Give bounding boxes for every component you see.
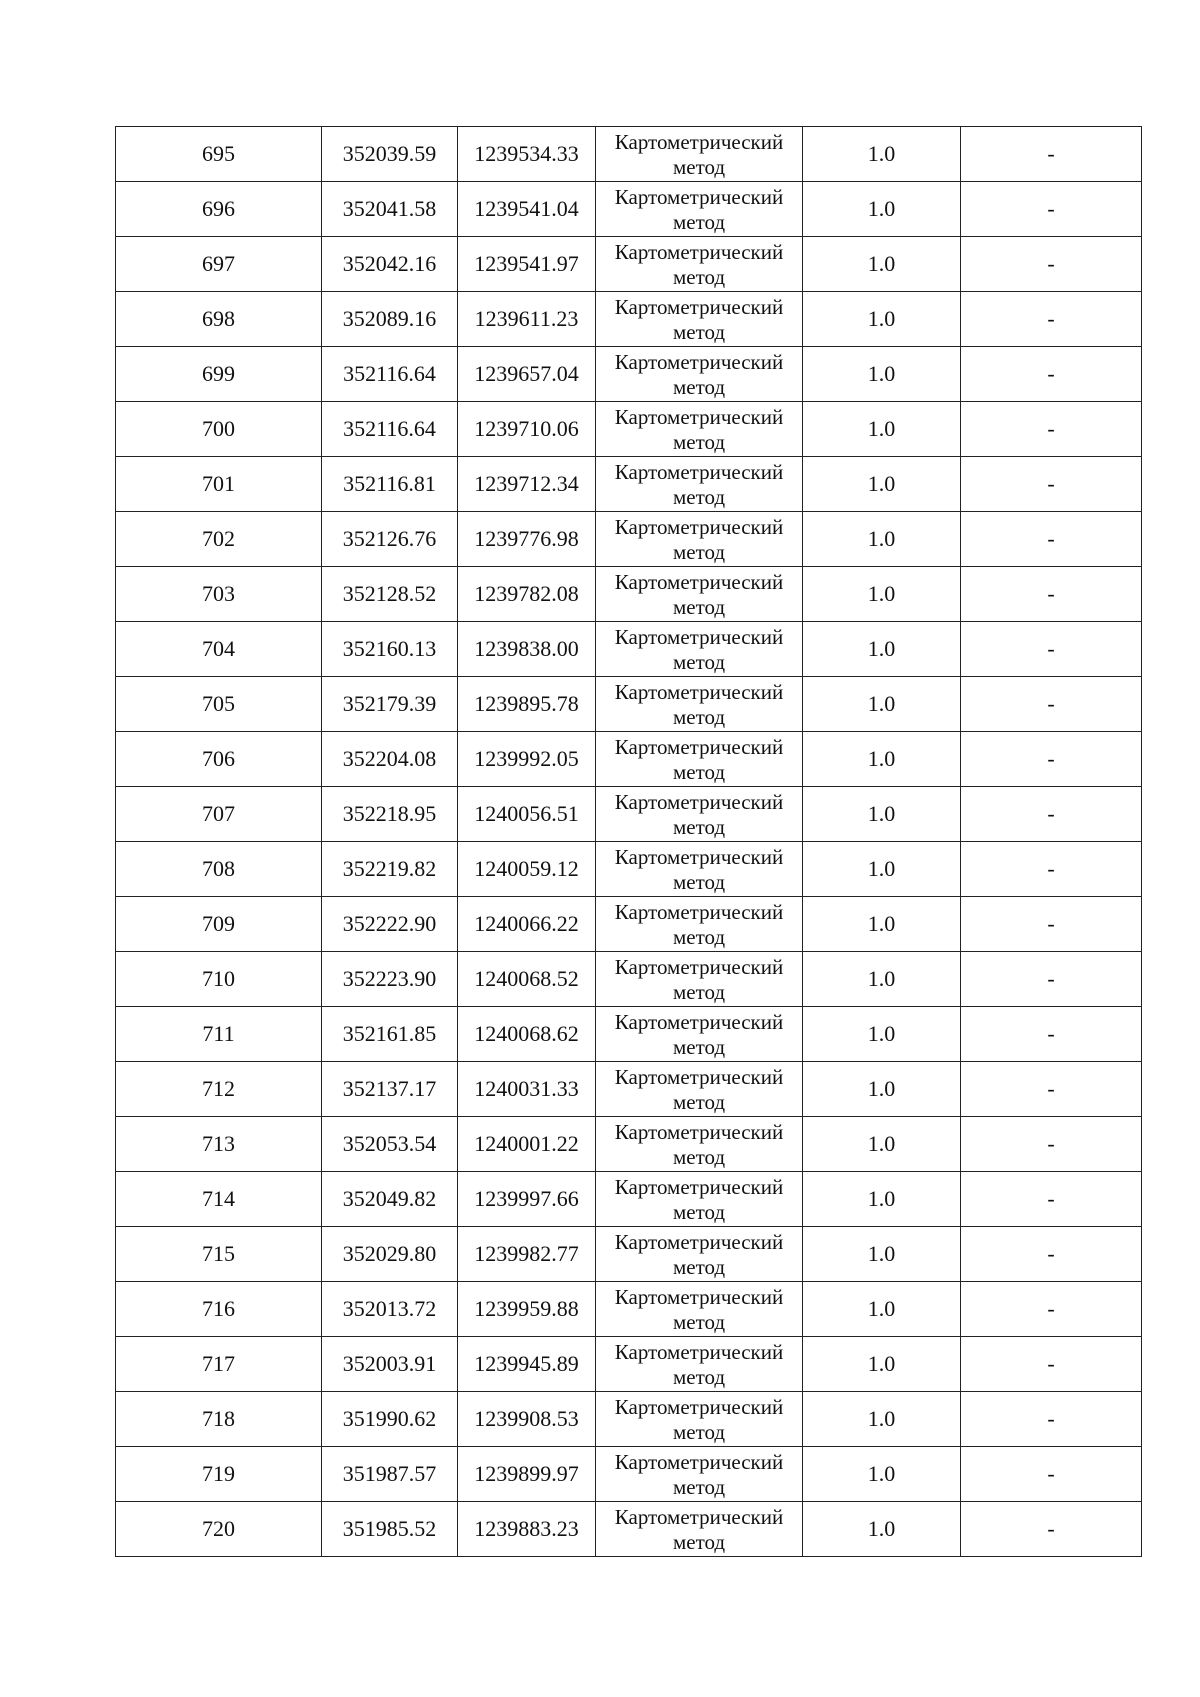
table-row bbox=[116, 1117, 1142, 1172]
method-line-1: Картометрический bbox=[614, 899, 784, 924]
note-cell: - bbox=[961, 1392, 1142, 1447]
x-coordinate-cell: 352137.17 bbox=[322, 1062, 458, 1117]
method-line-1: Картометрический bbox=[614, 1174, 784, 1199]
method-line-1: Картометрический bbox=[614, 789, 784, 814]
method-line-1: Картометрический bbox=[614, 1229, 784, 1254]
y-coordinate-cell: 1239776.98 bbox=[458, 512, 596, 567]
method-cell bbox=[596, 1007, 803, 1062]
method-line-1: Картометрический bbox=[614, 569, 784, 594]
table-row bbox=[116, 952, 1142, 1007]
y-coordinate-cell: 1239838.00 bbox=[458, 622, 596, 677]
note-cell: - bbox=[961, 732, 1142, 787]
table-row bbox=[116, 1392, 1142, 1447]
y-coordinate-cell: 1240066.22 bbox=[458, 897, 596, 952]
point-number-cell: 707 bbox=[116, 787, 322, 842]
method-cell bbox=[596, 677, 803, 732]
table-row bbox=[116, 402, 1142, 457]
method-line-1: Картометрический bbox=[614, 1009, 784, 1034]
y-coordinate-cell: 1239959.88 bbox=[458, 1282, 596, 1337]
note-cell: - bbox=[961, 292, 1142, 347]
y-coordinate-cell: 1239534.33 bbox=[458, 127, 596, 182]
y-coordinate-cell: 1240001.22 bbox=[458, 1117, 596, 1172]
method-line-1: Картометрический bbox=[614, 954, 784, 979]
method-line-1: Картометрический bbox=[614, 404, 784, 429]
point-number-cell: 708 bbox=[116, 842, 322, 897]
method-line-1: Картометрический bbox=[614, 1284, 784, 1309]
y-coordinate-cell: 1239710.06 bbox=[458, 402, 596, 457]
point-number-cell: 714 bbox=[116, 1172, 322, 1227]
table-row bbox=[116, 457, 1142, 512]
point-number-cell: 717 bbox=[116, 1337, 322, 1392]
point-number-cell: 716 bbox=[116, 1282, 322, 1337]
note-cell: - bbox=[961, 622, 1142, 677]
accuracy-cell: 1.0 bbox=[803, 1337, 961, 1392]
method-line-1: Картометрический bbox=[614, 349, 784, 374]
method-line-2: метод bbox=[672, 319, 726, 344]
method-cell bbox=[596, 897, 803, 952]
method-cell bbox=[596, 622, 803, 677]
method-line-2: метод bbox=[672, 264, 726, 289]
accuracy-cell: 1.0 bbox=[803, 787, 961, 842]
accuracy-cell: 1.0 bbox=[803, 347, 961, 402]
method-cell bbox=[596, 1172, 803, 1227]
x-coordinate-cell: 352039.59 bbox=[322, 127, 458, 182]
point-number-cell: 701 bbox=[116, 457, 322, 512]
method-line-2: метод bbox=[672, 814, 726, 839]
x-coordinate-cell: 352053.54 bbox=[322, 1117, 458, 1172]
method-cell bbox=[596, 1502, 803, 1557]
method-line-2: метод bbox=[672, 704, 726, 729]
table-row bbox=[116, 182, 1142, 237]
accuracy-cell: 1.0 bbox=[803, 402, 961, 457]
table-row bbox=[116, 347, 1142, 402]
y-coordinate-cell: 1240068.52 bbox=[458, 952, 596, 1007]
method-cell bbox=[596, 292, 803, 347]
x-coordinate-cell: 352161.85 bbox=[322, 1007, 458, 1062]
point-number-cell: 697 bbox=[116, 237, 322, 292]
y-coordinate-cell: 1239782.08 bbox=[458, 567, 596, 622]
point-number-cell: 695 bbox=[116, 127, 322, 182]
method-line-2: метод bbox=[672, 1089, 726, 1114]
accuracy-cell: 1.0 bbox=[803, 1502, 961, 1557]
accuracy-cell: 1.0 bbox=[803, 677, 961, 732]
method-cell bbox=[596, 457, 803, 512]
accuracy-cell: 1.0 bbox=[803, 622, 961, 677]
accuracy-cell: 1.0 bbox=[803, 1007, 961, 1062]
method-line-1: Картометрический bbox=[614, 1449, 784, 1474]
note-cell: - bbox=[961, 1227, 1142, 1282]
method-cell bbox=[596, 347, 803, 402]
accuracy-cell: 1.0 bbox=[803, 1172, 961, 1227]
table-row bbox=[116, 237, 1142, 292]
method-line-1: Картометрический bbox=[614, 1504, 784, 1529]
y-coordinate-cell: 1239611.23 bbox=[458, 292, 596, 347]
method-line-1: Картометрический bbox=[614, 514, 784, 539]
x-coordinate-cell: 352041.58 bbox=[322, 182, 458, 237]
note-cell: - bbox=[961, 1282, 1142, 1337]
note-cell: - bbox=[961, 237, 1142, 292]
y-coordinate-cell: 1240059.12 bbox=[458, 842, 596, 897]
method-cell bbox=[596, 1117, 803, 1172]
method-cell bbox=[596, 567, 803, 622]
accuracy-cell: 1.0 bbox=[803, 952, 961, 1007]
method-line-2: метод bbox=[672, 1309, 726, 1334]
method-cell bbox=[596, 1392, 803, 1447]
x-coordinate-cell: 352126.76 bbox=[322, 512, 458, 567]
point-number-cell: 696 bbox=[116, 182, 322, 237]
note-cell: - bbox=[961, 677, 1142, 732]
table-row bbox=[116, 1447, 1142, 1502]
y-coordinate-cell: 1239712.34 bbox=[458, 457, 596, 512]
x-coordinate-cell: 352222.90 bbox=[322, 897, 458, 952]
y-coordinate-cell: 1240056.51 bbox=[458, 787, 596, 842]
point-number-cell: 709 bbox=[116, 897, 322, 952]
method-line-2: метод bbox=[672, 1419, 726, 1444]
method-line-2: метод bbox=[672, 484, 726, 509]
x-coordinate-cell: 352042.16 bbox=[322, 237, 458, 292]
note-cell: - bbox=[961, 182, 1142, 237]
x-coordinate-cell: 352013.72 bbox=[322, 1282, 458, 1337]
note-cell: - bbox=[961, 897, 1142, 952]
x-coordinate-cell: 352089.16 bbox=[322, 292, 458, 347]
accuracy-cell: 1.0 bbox=[803, 732, 961, 787]
point-number-cell: 715 bbox=[116, 1227, 322, 1282]
method-line-2: метод bbox=[672, 1199, 726, 1224]
accuracy-cell: 1.0 bbox=[803, 1282, 961, 1337]
point-number-cell: 702 bbox=[116, 512, 322, 567]
method-line-1: Картометрический bbox=[614, 129, 784, 154]
x-coordinate-cell: 352003.91 bbox=[322, 1337, 458, 1392]
y-coordinate-cell: 1239899.97 bbox=[458, 1447, 596, 1502]
method-line-2: метод bbox=[672, 429, 726, 454]
accuracy-cell: 1.0 bbox=[803, 292, 961, 347]
y-coordinate-cell: 1239982.77 bbox=[458, 1227, 596, 1282]
point-number-cell: 711 bbox=[116, 1007, 322, 1062]
method-cell bbox=[596, 1282, 803, 1337]
note-cell: - bbox=[961, 127, 1142, 182]
y-coordinate-cell: 1239541.04 bbox=[458, 182, 596, 237]
method-line-1: Картометрический bbox=[614, 1339, 784, 1364]
method-cell bbox=[596, 182, 803, 237]
method-line-2: метод bbox=[672, 869, 726, 894]
y-coordinate-cell: 1240031.33 bbox=[458, 1062, 596, 1117]
method-cell bbox=[596, 732, 803, 787]
y-coordinate-cell: 1239997.66 bbox=[458, 1172, 596, 1227]
note-cell: - bbox=[961, 347, 1142, 402]
method-line-1: Картометрический bbox=[614, 1394, 784, 1419]
accuracy-cell: 1.0 bbox=[803, 897, 961, 952]
method-line-2: метод bbox=[672, 1364, 726, 1389]
accuracy-cell: 1.0 bbox=[803, 1392, 961, 1447]
method-line-1: Картометрический bbox=[614, 679, 784, 704]
method-line-2: метод bbox=[672, 1254, 726, 1279]
table-row bbox=[116, 677, 1142, 732]
point-number-cell: 703 bbox=[116, 567, 322, 622]
note-cell: - bbox=[961, 1337, 1142, 1392]
table-row bbox=[116, 1502, 1142, 1557]
accuracy-cell: 1.0 bbox=[803, 1227, 961, 1282]
x-coordinate-cell: 352218.95 bbox=[322, 787, 458, 842]
method-line-2: метод bbox=[672, 649, 726, 674]
y-coordinate-cell: 1239883.23 bbox=[458, 1502, 596, 1557]
note-cell: - bbox=[961, 567, 1142, 622]
y-coordinate-cell: 1239657.04 bbox=[458, 347, 596, 402]
method-cell bbox=[596, 237, 803, 292]
accuracy-cell: 1.0 bbox=[803, 567, 961, 622]
x-coordinate-cell: 352204.08 bbox=[322, 732, 458, 787]
table-row bbox=[116, 1062, 1142, 1117]
note-cell: - bbox=[961, 1062, 1142, 1117]
x-coordinate-cell: 351987.57 bbox=[322, 1447, 458, 1502]
x-coordinate-cell: 352116.81 bbox=[322, 457, 458, 512]
accuracy-cell: 1.0 bbox=[803, 842, 961, 897]
note-cell: - bbox=[961, 457, 1142, 512]
x-coordinate-cell: 352219.82 bbox=[322, 842, 458, 897]
table-row bbox=[116, 1172, 1142, 1227]
method-line-2: метод bbox=[672, 154, 726, 179]
accuracy-cell: 1.0 bbox=[803, 1117, 961, 1172]
method-line-2: метод bbox=[672, 1529, 726, 1554]
accuracy-cell: 1.0 bbox=[803, 127, 961, 182]
method-line-1: Картометрический bbox=[614, 1119, 784, 1144]
table-row bbox=[116, 1282, 1142, 1337]
point-number-cell: 699 bbox=[116, 347, 322, 402]
method-line-1: Картометрический bbox=[614, 459, 784, 484]
point-number-cell: 710 bbox=[116, 952, 322, 1007]
table-row bbox=[116, 897, 1142, 952]
point-number-cell: 700 bbox=[116, 402, 322, 457]
point-number-cell: 698 bbox=[116, 292, 322, 347]
x-coordinate-cell: 352049.82 bbox=[322, 1172, 458, 1227]
method-cell bbox=[596, 512, 803, 567]
method-line-2: метод bbox=[672, 924, 726, 949]
method-line-2: метод bbox=[672, 209, 726, 234]
method-cell bbox=[596, 127, 803, 182]
point-number-cell: 706 bbox=[116, 732, 322, 787]
x-coordinate-cell: 351985.52 bbox=[322, 1502, 458, 1557]
method-line-1: Картометрический bbox=[614, 734, 784, 759]
coordinates-table-body bbox=[116, 127, 1142, 1557]
table-row bbox=[116, 787, 1142, 842]
x-coordinate-cell: 352160.13 bbox=[322, 622, 458, 677]
note-cell: - bbox=[961, 402, 1142, 457]
point-number-cell: 705 bbox=[116, 677, 322, 732]
x-coordinate-cell: 352116.64 bbox=[322, 402, 458, 457]
accuracy-cell: 1.0 bbox=[803, 512, 961, 567]
method-cell bbox=[596, 1447, 803, 1502]
method-line-2: метод bbox=[672, 1034, 726, 1059]
point-number-cell: 718 bbox=[116, 1392, 322, 1447]
accuracy-cell: 1.0 bbox=[803, 1062, 961, 1117]
table-row bbox=[116, 842, 1142, 897]
method-cell bbox=[596, 1337, 803, 1392]
method-line-1: Картометрический bbox=[614, 184, 784, 209]
method-cell bbox=[596, 952, 803, 1007]
method-line-2: метод bbox=[672, 1474, 726, 1499]
note-cell: - bbox=[961, 1447, 1142, 1502]
point-number-cell: 719 bbox=[116, 1447, 322, 1502]
table-row bbox=[116, 567, 1142, 622]
method-line-1: Картометрический bbox=[614, 1064, 784, 1089]
y-coordinate-cell: 1239895.78 bbox=[458, 677, 596, 732]
table-row bbox=[116, 292, 1142, 347]
table-row bbox=[116, 622, 1142, 677]
table-row bbox=[116, 127, 1142, 182]
y-coordinate-cell: 1239992.05 bbox=[458, 732, 596, 787]
method-line-2: метод bbox=[672, 759, 726, 784]
point-number-cell: 713 bbox=[116, 1117, 322, 1172]
note-cell: - bbox=[961, 1172, 1142, 1227]
accuracy-cell: 1.0 bbox=[803, 182, 961, 237]
y-coordinate-cell: 1240068.62 bbox=[458, 1007, 596, 1062]
accuracy-cell: 1.0 bbox=[803, 237, 961, 292]
method-line-2: метод bbox=[672, 539, 726, 564]
note-cell: - bbox=[961, 952, 1142, 1007]
note-cell: - bbox=[961, 1007, 1142, 1062]
table-row bbox=[116, 512, 1142, 567]
method-line-1: Картометрический bbox=[614, 624, 784, 649]
note-cell: - bbox=[961, 512, 1142, 567]
method-line-1: Картометрический bbox=[614, 239, 784, 264]
point-number-cell: 720 bbox=[116, 1502, 322, 1557]
accuracy-cell: 1.0 bbox=[803, 1447, 961, 1502]
method-cell bbox=[596, 842, 803, 897]
method-line-2: метод bbox=[672, 1144, 726, 1169]
method-cell bbox=[596, 1227, 803, 1282]
x-coordinate-cell: 352223.90 bbox=[322, 952, 458, 1007]
y-coordinate-cell: 1239945.89 bbox=[458, 1337, 596, 1392]
method-cell bbox=[596, 1062, 803, 1117]
accuracy-cell: 1.0 bbox=[803, 457, 961, 512]
method-line-2: метод bbox=[672, 374, 726, 399]
table-row bbox=[116, 1007, 1142, 1062]
method-line-2: метод bbox=[672, 594, 726, 619]
note-cell: - bbox=[961, 842, 1142, 897]
method-line-1: Картометрический bbox=[614, 294, 784, 319]
table-row bbox=[116, 732, 1142, 787]
x-coordinate-cell: 351990.62 bbox=[322, 1392, 458, 1447]
x-coordinate-cell: 352029.80 bbox=[322, 1227, 458, 1282]
x-coordinate-cell: 352128.52 bbox=[322, 567, 458, 622]
point-number-cell: 704 bbox=[116, 622, 322, 677]
method-line-1: Картометрический bbox=[614, 844, 784, 869]
x-coordinate-cell: 352116.64 bbox=[322, 347, 458, 402]
method-line-2: метод bbox=[672, 979, 726, 1004]
note-cell: - bbox=[961, 787, 1142, 842]
y-coordinate-cell: 1239908.53 bbox=[458, 1392, 596, 1447]
method-cell bbox=[596, 402, 803, 457]
table-row bbox=[116, 1227, 1142, 1282]
coordinates-table bbox=[115, 126, 1142, 1557]
method-cell bbox=[596, 787, 803, 842]
note-cell: - bbox=[961, 1502, 1142, 1557]
note-cell: - bbox=[961, 1117, 1142, 1172]
x-coordinate-cell: 352179.39 bbox=[322, 677, 458, 732]
y-coordinate-cell: 1239541.97 bbox=[458, 237, 596, 292]
point-number-cell: 712 bbox=[116, 1062, 322, 1117]
table-row bbox=[116, 1337, 1142, 1392]
